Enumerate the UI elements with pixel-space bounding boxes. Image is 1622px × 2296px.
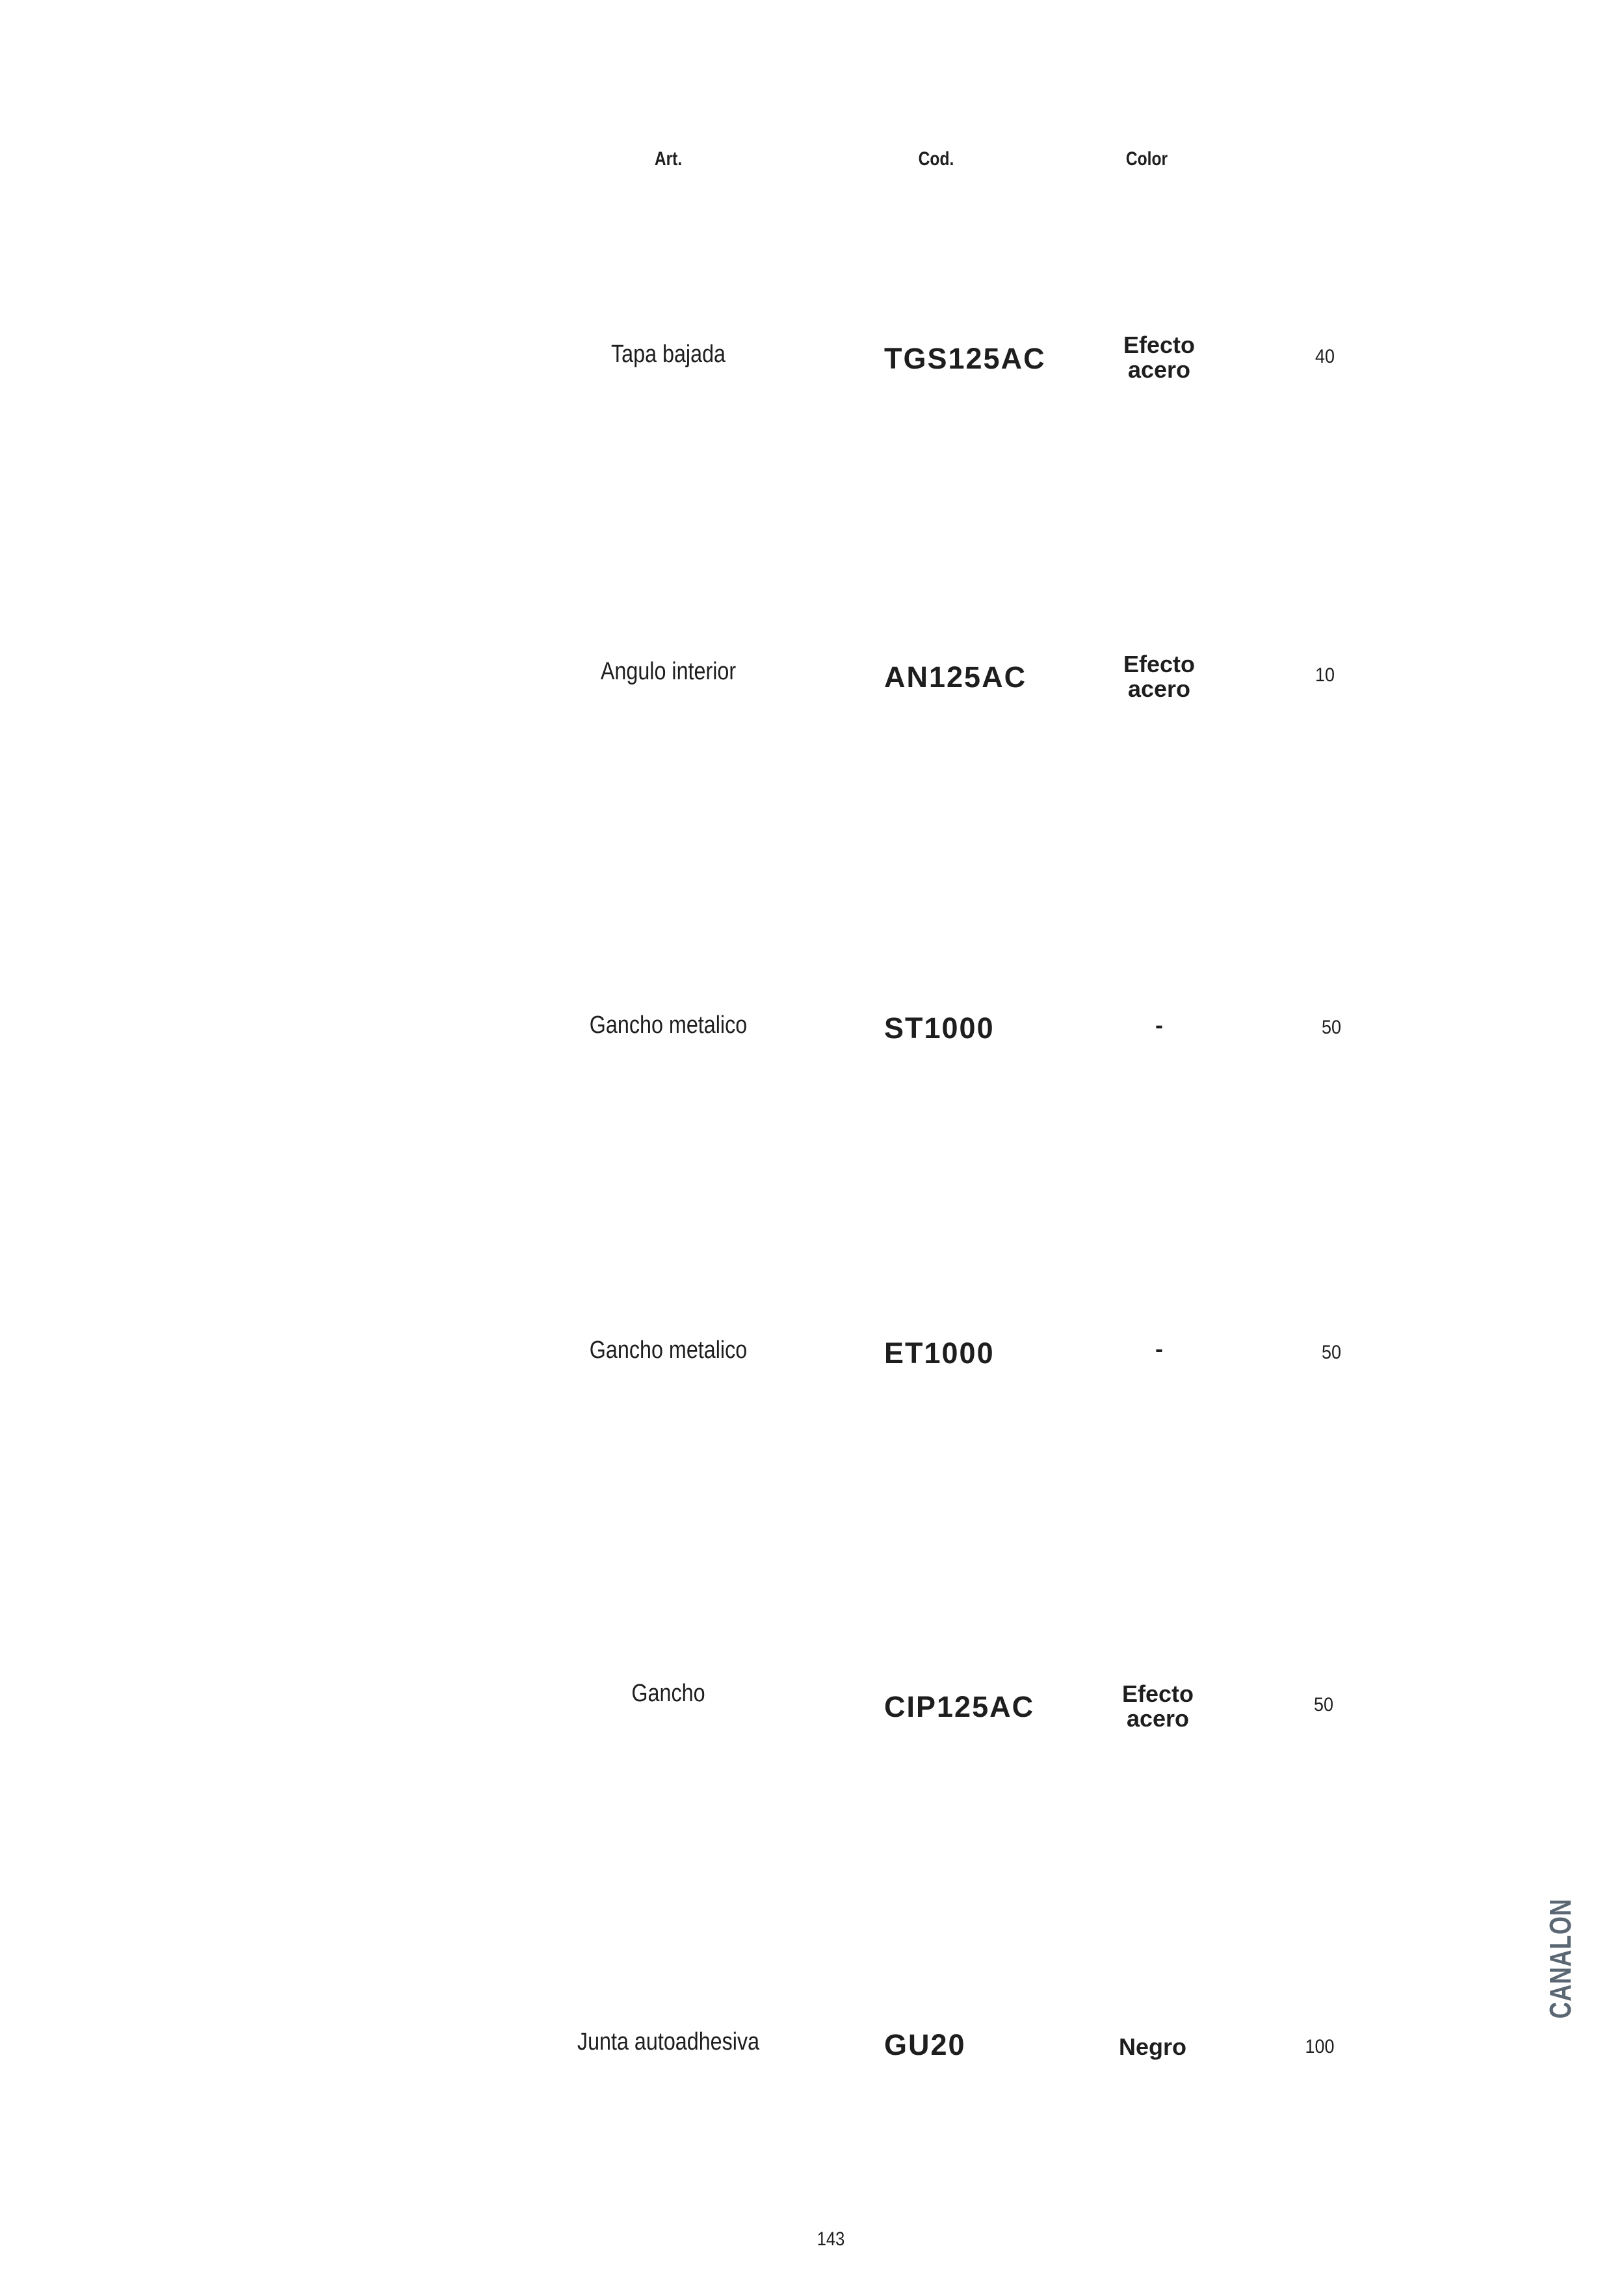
header-art: Art. [654, 148, 683, 170]
cell-qty: 50 [1321, 1342, 1342, 1363]
cell-code: ET1000 [884, 1337, 995, 1370]
cell-code: CIP125AC [884, 1690, 1035, 1723]
cell-art: Tapa bajada [610, 341, 726, 368]
cell-qty: 40 [1315, 346, 1335, 367]
cell-code: ST1000 [884, 1011, 995, 1045]
cell-art: Angulo interior [600, 658, 737, 685]
cell-qty: 50 [1313, 1694, 1334, 1715]
cell-color: - [1155, 1335, 1163, 1362]
cell-art: Gancho metalico [589, 1011, 748, 1039]
cell-code: TGS125AC [884, 342, 1046, 375]
cell-qty: 10 [1315, 664, 1335, 686]
cell-code: AN125AC [884, 660, 1027, 694]
header-cod: Cod. [918, 148, 954, 170]
cell-art: Gancho metalico [589, 1337, 748, 1364]
section-side-label: CANALON [1543, 1898, 1577, 2019]
cell-color: Efecto acero [1123, 332, 1196, 383]
cell-color: Negro [1118, 2033, 1186, 2060]
page-number: 143 [817, 2228, 845, 2250]
cell-code: GU20 [884, 2028, 966, 2061]
cell-color: Efecto acero [1121, 1680, 1194, 1732]
header-color: Color [1125, 148, 1168, 170]
cell-qty: 100 [1305, 2036, 1335, 2057]
cell-art: Gancho [631, 1680, 705, 1707]
cell-color: Efecto acero [1123, 651, 1196, 702]
cell-qty: 50 [1321, 1017, 1342, 1038]
cell-art: Junta autoadhesiva [577, 2028, 760, 2055]
cell-color: - [1155, 1011, 1163, 1038]
